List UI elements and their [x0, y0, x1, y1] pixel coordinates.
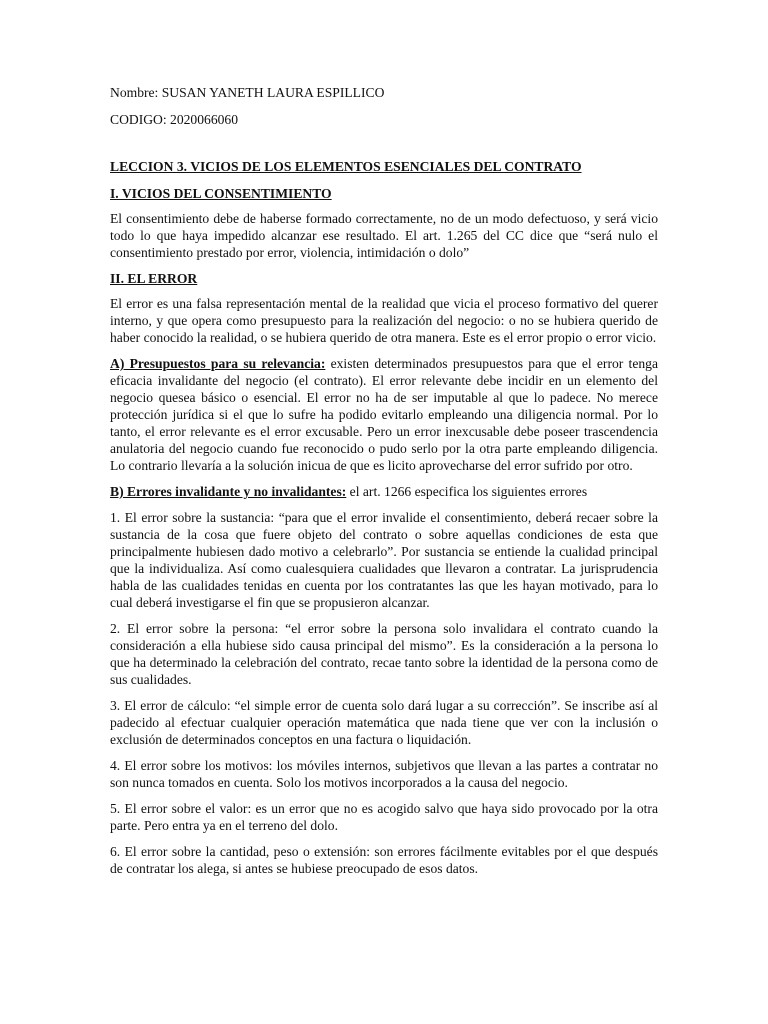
presupuestos-text: existen determinados presupuestos para que el error tenga eficacia invalidante del negocio (el contrato). El error relevante debe incidir en un elemento del negocio quesea básico o esencial. El error no ha de ser imputable al que lo padece. No merece protección jurídica si el que lo sufre ha podido evitarlo empleando una diligencia normal. Por lo tanto, el error relevante es el error excusable. Pero un error inexcusable debe poseer trascendencia anulatoria del negocio cuando fue reconocido o pudo serlo por la otra parte empleando diligencia. Lo contrario llevaría a la solución inicua de que es licito aprovecharse del error sufrido por otro.: [110, 356, 658, 473]
invalidantes-text: el art. 1266 especifica los siguientes errores: [346, 484, 588, 499]
list-item-error-cantidad: 6. El error sobre la cantidad, peso o extensión: son errores fácilmente evitables por el que después de contratar los alega, si antes se hubiese preocupado de esos datos.: [110, 844, 658, 876]
paragraph-invalidantes: [110, 483, 658, 500]
list-item-error-sustancia: 1. El error sobre la sustancia: “para que el error invalide el consentimiento, deberá recaer sobre la sustancia de la cosa que fuere objeto del contrato o sobre aquellas condiciones de esta que principalmente hubiesen dado motivo a celebrarlo”. Por sustancia se entiende la cualidad principal que la individualiza. Así como cualesquiera cualidades que llevaron a contratar. La jurisprudencia habla de las cualidades tenidas en cuenta por los contratantes las que les hayan motivado, para lo cual deberá investigarse el fin que se propusieron alcanzar.: [110, 510, 658, 610]
section-heading-error: II. EL ERROR: [110, 271, 198, 286]
list-item-error-calculo: 3. El error de cálculo: “el simple error de cuenta solo dará lugar a su corrección”. Se inscribe así al padecido al efectuar cualquier operación matemática que nada tiene que ver con la inclusión o exclusión de determinados conceptos en una factura o liquidación.: [110, 698, 658, 747]
presupuestos-lead: A) Presupuestos para su relevancia:: [110, 356, 326, 371]
paragraph-error: El error es una falsa representación mental de la realidad que vicia el proceso formativo del querer interno, y que opera como presupuesto para la realización del negocio: o no se hubiera querido de haber conocido la realidad, o se hubiera querido de otra manera. Este es el error propio o error vicio.: [110, 296, 658, 345]
student-name: Nombre: SUSAN YANETH LAURA ESPILLICO: [110, 85, 385, 100]
list-item-error-motivos: 4. El error sobre los motivos: los móviles internos, subjetivos que llevan a las partes a contratar no son nunca tomados en cuenta. Solo los motivos incorporados a la causa del negocio.: [110, 758, 658, 790]
paragraph-presupuestos: [110, 355, 658, 474]
section-heading-consentimiento: I. VICIOS DEL CONSENTIMIENTO: [110, 186, 332, 201]
document-body: [110, 84, 658, 886]
paragraph-consentimiento: El consentimiento debe de haberse formado correctamente, no de un modo defectuoso, y será vicio todo lo que haya impedido alcanzar ese resultado. El art. 1.265 del CC dice que “será nulo el consentimiento prestado por error, violencia, intimidación o dolo”: [110, 211, 658, 260]
invalidantes-lead: B) Errores invalidante y no invalidantes:: [110, 484, 347, 499]
lesson-title: LECCION 3. VICIOS DE LOS ELEMENTOS ESENCIALES DEL CONTRATO: [110, 159, 582, 174]
list-item-error-persona: 2. El error sobre la persona: “el error sobre la persona solo invalidara el contrato cuando la consideración a ella hubiese sido causa principal del mismo”. Es la consideración a la persona lo que ha determinado la celebración del contrato, recae tanto sobre la identidad de la persona como de sus cualidades.: [110, 621, 658, 687]
list-item-error-valor: 5. El error sobre el valor: es un error que no es acogido salvo que haya sido provocado por la otra parte. Pero entra ya en el terreno del dolo.: [110, 801, 658, 833]
student-code: CODIGO: 2020066060: [110, 112, 239, 127]
